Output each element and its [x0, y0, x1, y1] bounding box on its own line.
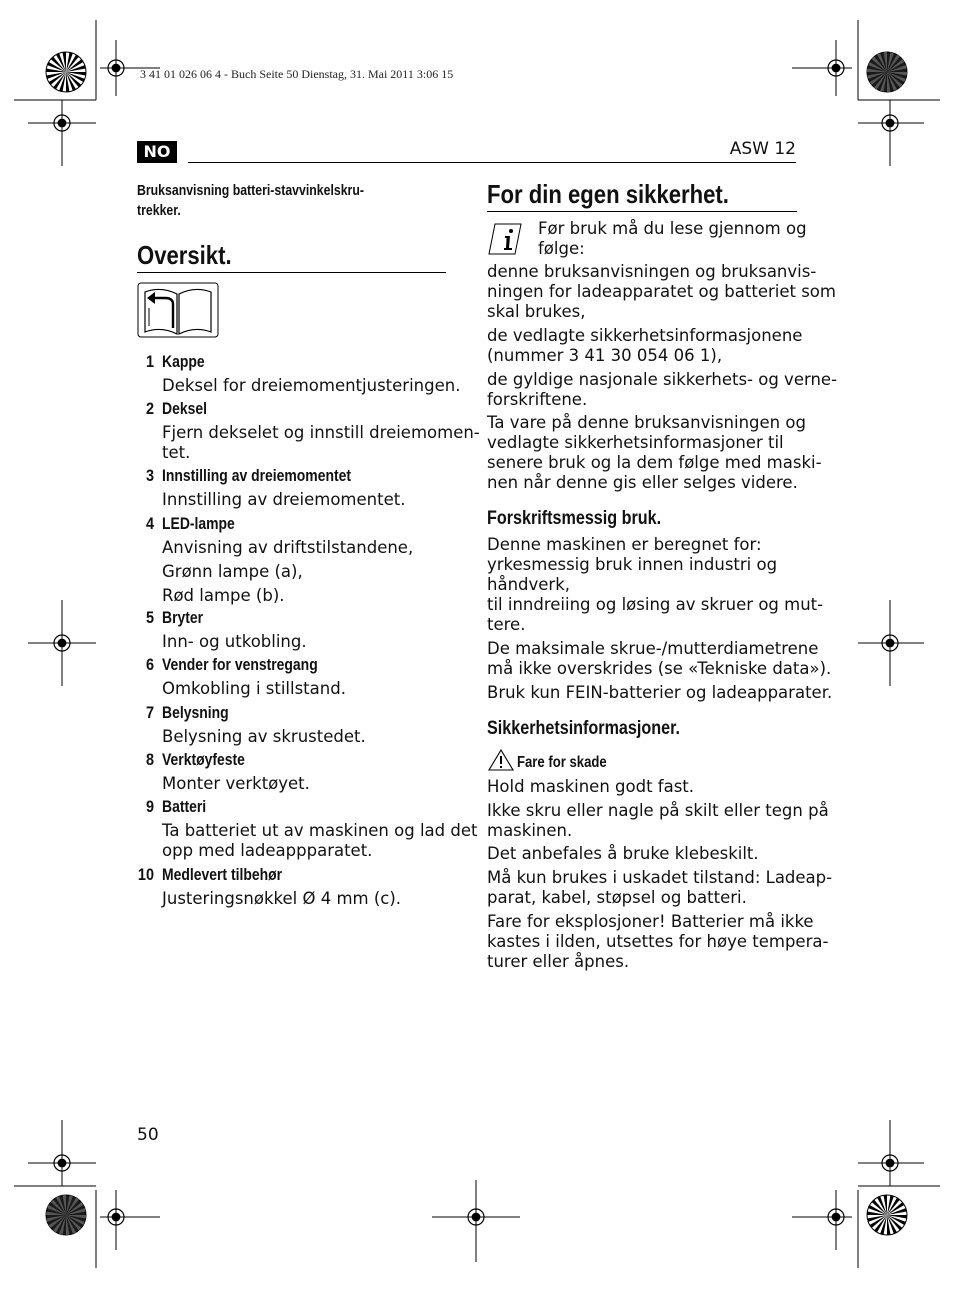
- safety-paragraph: senere bruk og la dem følge med maski-: [487, 453, 822, 472]
- model-name: ASW 12: [729, 139, 796, 159]
- header-rule: [188, 162, 796, 163]
- star-target-icon: [46, 1195, 86, 1235]
- safety-info-paragraph: Hold maskinen godt fast.: [487, 777, 695, 796]
- safety-paragraph: vedlagte sikkerhetsinformasjoner til: [487, 433, 784, 452]
- safety-paragraph: (nummer 3 41 30 054 06 1),: [487, 346, 723, 365]
- item-number: 2: [145, 399, 154, 418]
- item-title: Innstilling av dreiemomentet: [162, 466, 352, 485]
- item-description: Grønn lampe (a),: [162, 562, 303, 581]
- intended-use-paragraph: yrkesmessig bruk innen industri og: [487, 555, 778, 574]
- item-title: Kappe: [162, 352, 205, 371]
- note-line: følge:: [538, 239, 585, 258]
- item-title: Verktøyfeste: [162, 750, 245, 769]
- item-number: 5: [145, 608, 154, 627]
- star-target-icon: [867, 52, 907, 92]
- item-number: 3: [145, 466, 154, 485]
- page-number: 50: [137, 1125, 159, 1145]
- print-info-line: 3 41 01 026 06 4 - Buch Seite 50 Dienstag, 31. Mai 2011 3:06 15: [140, 67, 454, 81]
- item-description: tet.: [162, 443, 191, 462]
- item-description: Fjern dekselet og innstill dreiemomen-: [162, 423, 480, 442]
- language-badge: NO: [137, 141, 177, 163]
- intended-use-paragraph: må ikke overskrides (se «Tekniske data»).: [487, 659, 832, 678]
- intro-title: [137, 181, 414, 221]
- intended-use-paragraph: tere.: [487, 615, 526, 634]
- item-title: Deksel: [162, 399, 207, 418]
- safety-paragraph: ningen for ladeapparatet og batteriet som: [487, 282, 836, 301]
- intended-use-paragraph: til inndreiing og løsing av skruer og mut-: [487, 595, 824, 614]
- safety-info-paragraph: Det anbefales å bruke klebeskilt.: [487, 844, 759, 863]
- overview-rule: [137, 272, 446, 273]
- intended-use-paragraph: håndverk,: [487, 575, 570, 594]
- item-number: 1: [145, 352, 154, 371]
- warning-label: Fare for skade: [517, 754, 607, 771]
- star-target-icon: [46, 52, 86, 92]
- intro-line: Bruksanvisning batteri-stavvinkelskru-: [137, 182, 364, 199]
- item-description: Anvisning av driftstilstandene,: [162, 538, 414, 557]
- item-number: 4: [145, 514, 154, 533]
- item-description: Belysning av skrustedet.: [162, 727, 366, 746]
- item-description: Rød lampe (b).: [162, 586, 285, 605]
- intended-use-heading: Forskriftsmessig bruk.: [487, 508, 662, 529]
- safety-paragraph: Ta vare på denne bruksanvisningen og: [487, 413, 806, 432]
- safety-paragraph: skal brukes,: [487, 302, 586, 321]
- item-title: LED-lampe: [162, 514, 235, 533]
- note-line: Før bruk må du lese gjennom og: [538, 219, 807, 238]
- safety-info-paragraph: turer eller åpnes.: [487, 952, 630, 971]
- item-title: Medlevert tilbehør: [162, 865, 283, 884]
- book-page-turn-icon: [137, 282, 219, 338]
- item-number: 6: [145, 655, 154, 674]
- item-number: 8: [145, 750, 154, 769]
- item-description: Inn- og utkobling.: [162, 632, 307, 651]
- intended-use-paragraph: Bruk kun FEIN-batterier og ladeapparater.: [487, 683, 833, 702]
- intended-use-paragraph: De maksimale skrue-/mutterdiametrene: [487, 639, 819, 658]
- item-title: Bryter: [162, 608, 204, 627]
- item-description: Justeringsnøkkel Ø 4 mm (c).: [162, 889, 402, 908]
- safety-info-paragraph: Må kun brukes i uskadet tilstand: Ladeap-: [487, 868, 833, 887]
- item-description: Ta batteriet ut av maskinen og lad det: [162, 821, 478, 840]
- safety-info-paragraph: kastes i ilden, utsettes for høye tempera-: [487, 932, 829, 951]
- safety-info-paragraph: parat, kabel, støpsel og batteri.: [487, 888, 747, 907]
- safety-info-heading: Sikkerhetsinformasjoner.: [487, 718, 680, 739]
- item-description: Omkobling i stillstand.: [162, 679, 346, 698]
- safety-paragraph: de vedlagte sikkerhetsinformasjonene: [487, 326, 803, 345]
- safety-paragraph: de gyldige nasjonale sikkerhets- og verne-: [487, 370, 838, 389]
- item-number: 10: [137, 865, 154, 884]
- safety-heading: For din egen sikkerhet.: [487, 179, 729, 209]
- item-description: Innstilling av dreiemomentet.: [162, 490, 406, 509]
- safety-paragraph: forskriftene.: [487, 390, 588, 409]
- item-description: Monter verktøyet.: [162, 774, 310, 793]
- item-number: 9: [145, 797, 154, 816]
- item-title: Belysning: [162, 703, 229, 722]
- safety-rule: [487, 211, 797, 212]
- safety-info-paragraph: Ikke skru eller nagle på skilt eller tegn på: [487, 801, 829, 820]
- overview-heading: Oversikt.: [137, 240, 232, 270]
- item-title: Batteri: [162, 797, 207, 816]
- safety-paragraph: denne bruksanvisningen og bruksanvis-: [487, 262, 817, 281]
- safety-info-paragraph: maskinen.: [487, 821, 573, 840]
- star-target-icon: [867, 1195, 907, 1235]
- intended-use-paragraph: Denne maskinen er beregnet for:: [487, 535, 762, 554]
- safety-info-paragraph: Fare for eksplosjoner! Batterier må ikke: [487, 912, 814, 931]
- warning-triangle-icon: [488, 749, 514, 771]
- safety-paragraph: nen når denne gis eller selges videre.: [487, 473, 798, 492]
- info-icon: [487, 222, 523, 256]
- item-description: Deksel for dreiemomentjusteringen.: [162, 376, 461, 395]
- item-number: 7: [145, 703, 154, 722]
- item-title: Vender for venstregang: [162, 655, 318, 674]
- intro-line: trekker.: [137, 202, 181, 219]
- item-description: opp med ladeappparatet.: [162, 841, 373, 860]
